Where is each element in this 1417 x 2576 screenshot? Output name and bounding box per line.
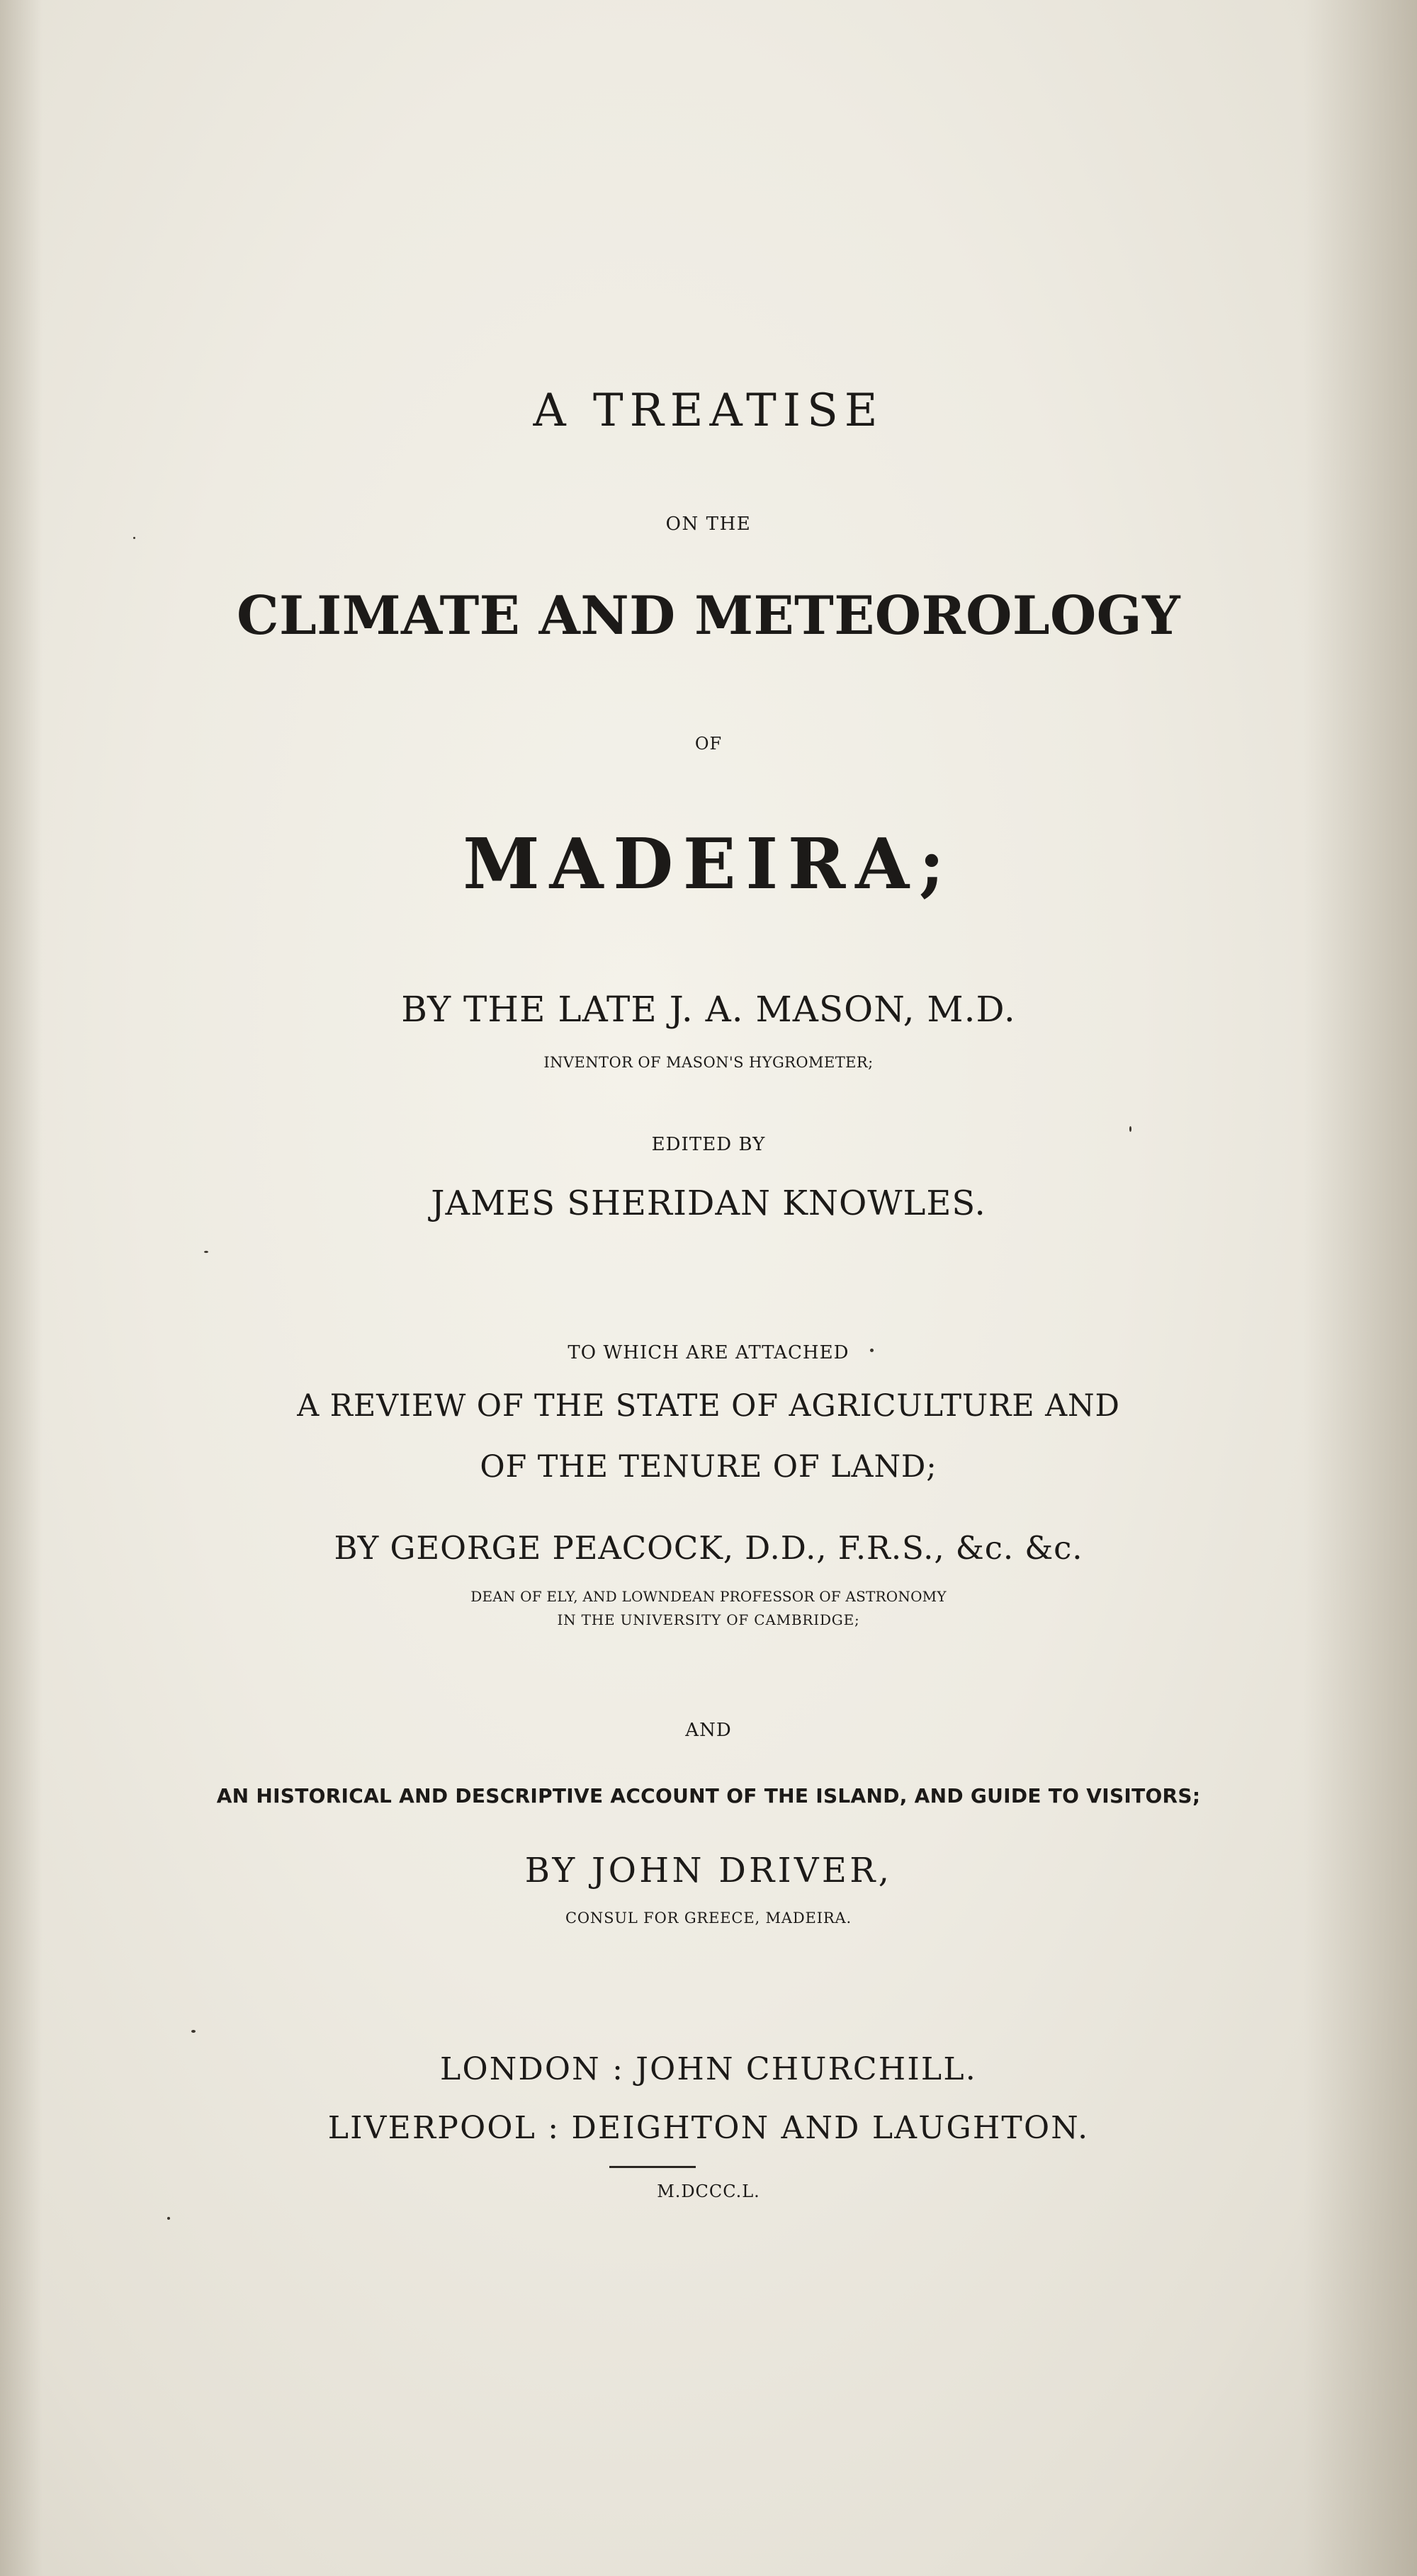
review-line-1: A REVIEW OF THE STATE OF AGRICULTURE AND [297, 1388, 1120, 1424]
title-line-climate: CLIMATE AND METEOROLOGY [236, 584, 1181, 647]
title-line-of: OF [694, 734, 723, 754]
imprint-rule [609, 2166, 696, 2168]
and-label: AND [685, 1720, 732, 1741]
account-line: AN HISTORICAL AND DESCRIPTIVE ACCOUNT OF THE ISLAND, AND GUIDE TO VISITORS; [216, 1784, 1201, 1808]
foxing-speck [204, 1251, 208, 1253]
title-line-treatise: A TREATISE [533, 385, 884, 437]
peacock-line: BY GEORGE PEACOCK, D.D., F.R.S., &c. &c. [334, 1529, 1083, 1567]
foxing-speck [1129, 1126, 1131, 1132]
imprint-london: LONDON : JOHN CHURCHILL. [440, 2051, 977, 2087]
foxing-speck [133, 537, 135, 539]
peacock-note-1: DEAN OF ELY, AND LOWNDEAN PROFESSOR OF ASTRONOMY [470, 1588, 947, 1605]
attached-intro: TO WHICH ARE ATTACHED [568, 1342, 849, 1363]
edited-by-label: EDITED BY [651, 1134, 766, 1155]
title-line-madeira: MADEIRA; [463, 824, 954, 905]
foxing-speck [167, 2217, 170, 2220]
author-line: BY THE LATE J. A. MASON, M.D. [401, 989, 1016, 1030]
author-note: INVENTOR OF MASON'S HYGROMETER; [543, 1054, 874, 1071]
driver-note: CONSUL FOR GREECE, MADEIRA. [565, 1910, 852, 1927]
foxing-speck [870, 1349, 874, 1352]
title-line-on-the: ON THE [665, 514, 752, 535]
peacock-note-2: IN THE UNIVERSITY OF CAMBRIDGE; [557, 1611, 860, 1628]
driver-line: BY JOHN DRIVER, [524, 1851, 893, 1890]
review-line-2: OF THE TENURE OF LAND; [480, 1449, 937, 1485]
publication-date: M.DCCC.L. [657, 2181, 760, 2201]
editor-name: JAMES SHERIDAN KNOWLES. [431, 1184, 986, 1223]
imprint-liverpool: LIVERPOOL : DEIGHTON AND LAUGHTON. [327, 2110, 1090, 2146]
foxing-speck [191, 2030, 196, 2033]
